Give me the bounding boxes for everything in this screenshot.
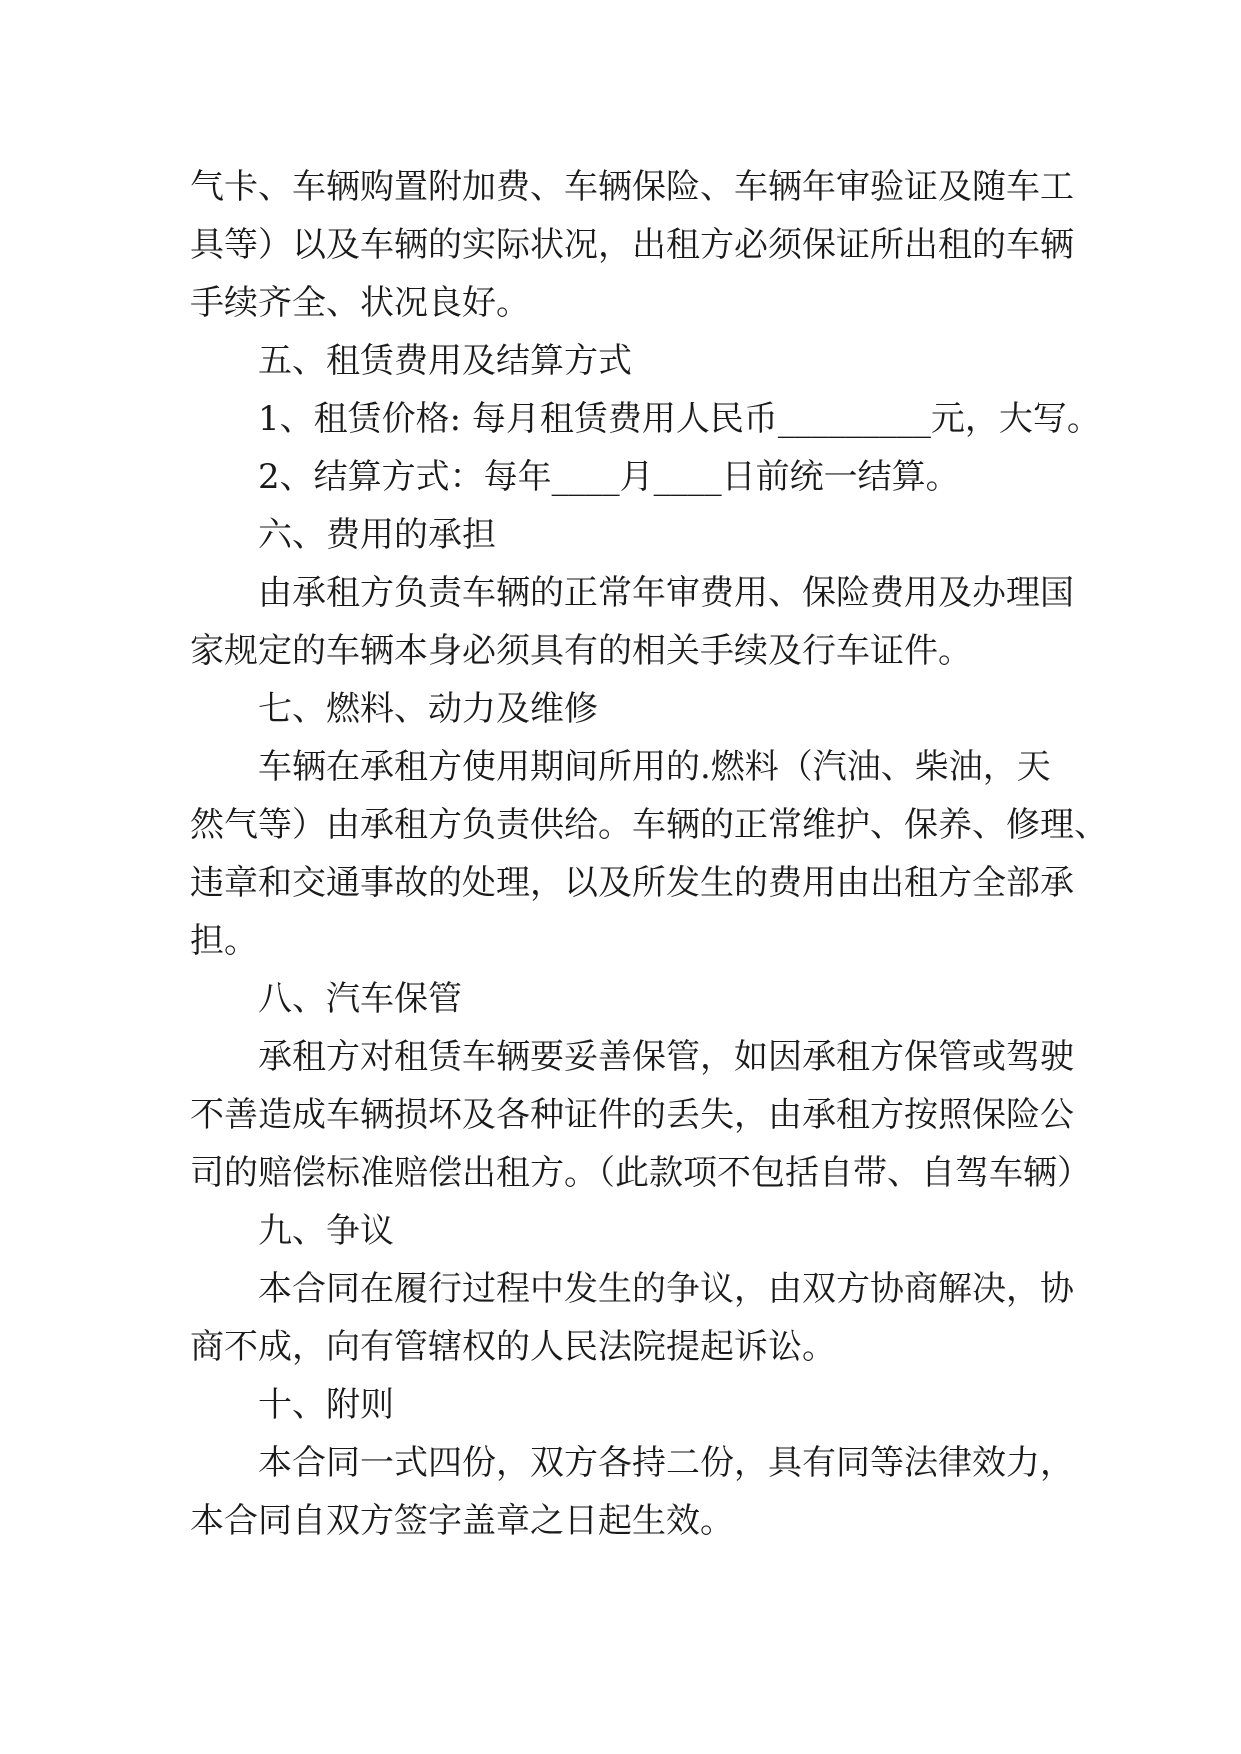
paragraph-line: 2、结算方式：每年____月____日前统一结算。 xyxy=(258,457,960,497)
section-heading: 八、汽车保管 xyxy=(258,979,462,1019)
paragraph-line: 本合同自双方签字盖章之日起生效。 xyxy=(190,1501,734,1541)
paragraph-line: 由承租方负责车辆的正常年审费用、保险费用及办理国 xyxy=(258,573,1074,613)
paragraph-line: 商不成，向有管辖权的人民法院提起诉讼。 xyxy=(190,1327,836,1367)
paragraph-line: 不善造成车辆损坏及各种证件的丢失，由承租方按照保险公 xyxy=(190,1095,1074,1135)
section-heading: 七、燃料、动力及维修 xyxy=(258,689,598,729)
paragraph-line: 担。 xyxy=(190,921,258,961)
section-heading: 十、附则 xyxy=(258,1385,394,1425)
section-heading: 五、租赁费用及结算方式 xyxy=(258,341,632,381)
paragraph-line: 车辆在承租方使用期间所用的.燃料（汽油、柴油，天 xyxy=(258,747,1051,787)
paragraph-line: 家规定的车辆本身必须具有的相关手续及行车证件。 xyxy=(190,631,972,671)
paragraph-line: 1、租赁价格: 每月租赁费用人民币_________元，大写。 xyxy=(258,399,1101,439)
paragraph-line: 具等）以及车辆的实际状况，出租方必须保证所出租的车辆 xyxy=(190,225,1074,265)
paragraph-line: 本合同一式四份，双方各持二份，具有同等法律效力， xyxy=(258,1443,1074,1483)
document-body xyxy=(190,158,1108,1550)
paragraph-line: 手续齐全、状况良好。 xyxy=(190,283,530,323)
paragraph-line: 违章和交通事故的处理，以及所发生的费用由出租方全部承 xyxy=(190,863,1074,903)
paragraph-line: 气卡、车辆购置附加费、车辆保险、车辆年审验证及随车工 xyxy=(190,167,1074,207)
paragraph-line: 司的赔偿标准赔偿出租方。（此款项不包括自带、自驾车辆） xyxy=(190,1153,1091,1193)
paragraph-line: 承租方对租赁车辆要妥善保管，如因承租方保管或驾驶 xyxy=(258,1037,1074,1077)
paragraph-line: 然气等）由承租方负责供给。车辆的正常维护、保养、修理、 xyxy=(190,805,1108,845)
section-heading: 九、争议 xyxy=(258,1211,394,1251)
paragraph-line: 本合同在履行过程中发生的争议，由双方协商解决，协 xyxy=(258,1269,1074,1309)
section-heading: 六、费用的承担 xyxy=(258,515,496,555)
